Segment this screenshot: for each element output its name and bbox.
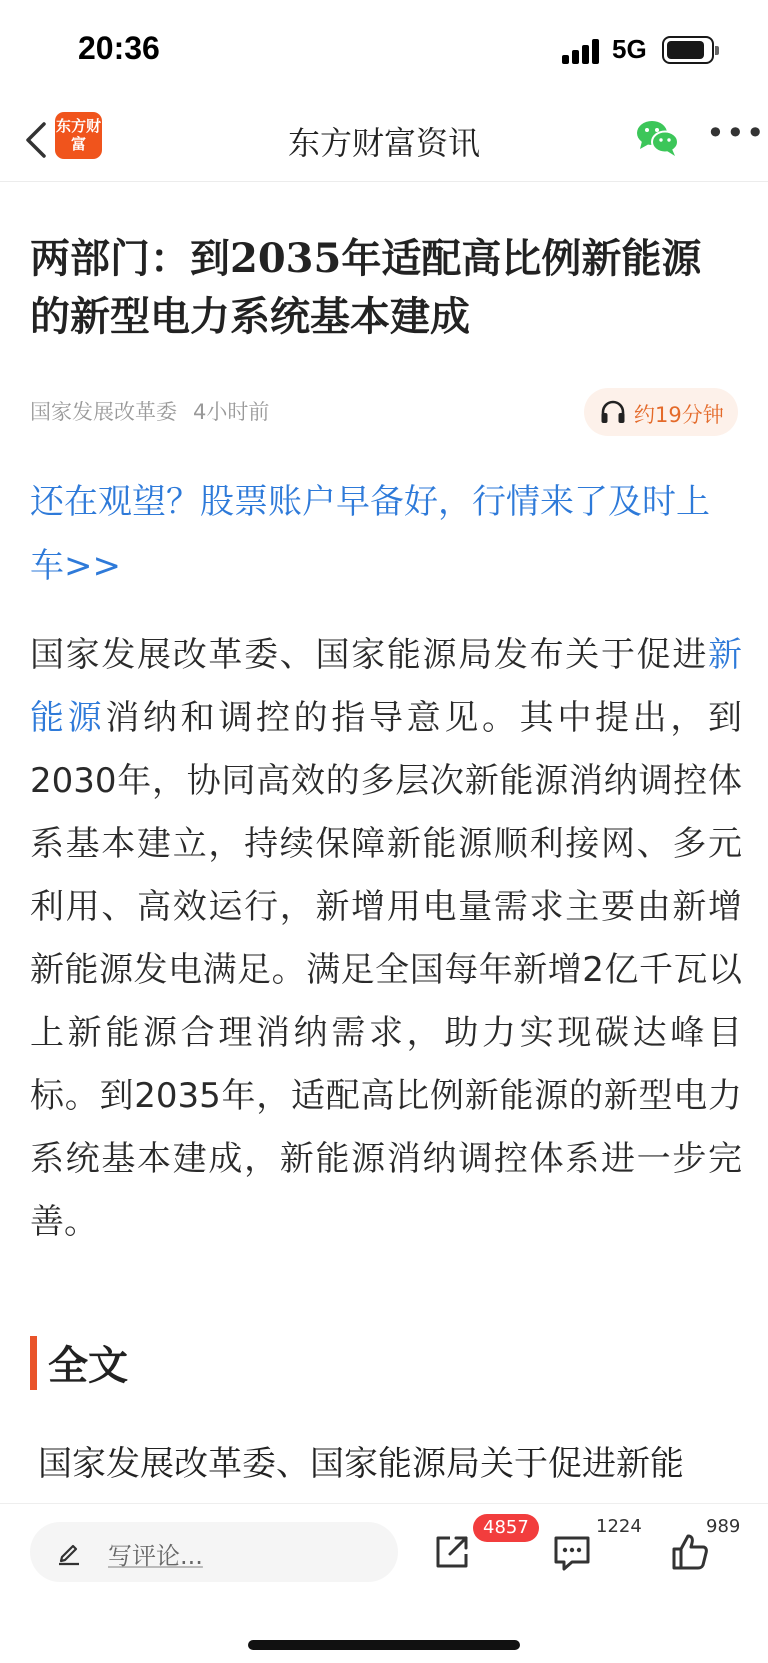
comment-input[interactable] [30,1522,398,1582]
home-indicator[interactable] [248,1640,520,1650]
pencil-icon [56,1538,82,1566]
nav-title: 东方财富资讯 [287,124,480,162]
promo-link[interactable]: 还在观望？股票账户早备好，行情来了及时上车>> [30,482,710,586]
audio-listen-button[interactable] [584,388,738,436]
article-time: 4小时前 [193,400,270,424]
battery-icon [662,36,714,64]
new-energy-link[interactable]: 新能源 [30,635,742,738]
wechat-icon[interactable] [636,118,680,158]
more-icon[interactable]: ••• [706,114,766,152]
article-meta [30,396,269,426]
section-label: 全文 [48,1343,128,1389]
document-title: 国家发展改革委、国家能源局关于促进新能 [38,1444,684,1484]
thumbs-up-icon[interactable] [670,1532,710,1572]
comment-count: 1224 [596,1516,642,1537]
signal-icon [562,38,602,64]
share-count-badge: 4857 [473,1514,539,1542]
section-accent-bar [30,1336,37,1390]
like-count: 989 [706,1516,741,1537]
status-bar [0,0,768,100]
comment-icon[interactable] [552,1534,592,1572]
body-text-start: 国家发展改革委、国家能源局发布关于促进 [30,635,708,675]
audio-duration: 约19分钟 [634,403,724,427]
status-time: 20:36 [78,30,160,66]
network-type: 5G [612,34,647,64]
article-headline: 两部门：到2035年适配高比例新能源的新型电力系统基本建成 [30,235,702,340]
headphones-icon [600,400,626,424]
article-body [30,624,742,1254]
bottom-action-bar [0,1503,768,1663]
article-source: 国家发展改革委 [30,400,177,424]
share-icon[interactable] [432,1532,472,1572]
nav-bar [0,100,768,182]
comment-placeholder: 写评论... [108,1542,203,1570]
app-logo: 东方财富 [55,112,102,159]
body-text-rest: 消纳和调控的指导意见。其中提出，到2030年，协同高效的多层次新能源消纳调控体系基本建立，持续保障新能源顺利接网、多元利用、高效运行，新增用电量需求主要由新增新能源发电满足。满足全国每年新增2亿千瓦以上新能源合理消纳需求，助力实现碳达峰目标。到2035年，适配高比例新能源的新型电力系统基本建成，新能源消纳调控体系进一步完善。 [30,698,743,1242]
